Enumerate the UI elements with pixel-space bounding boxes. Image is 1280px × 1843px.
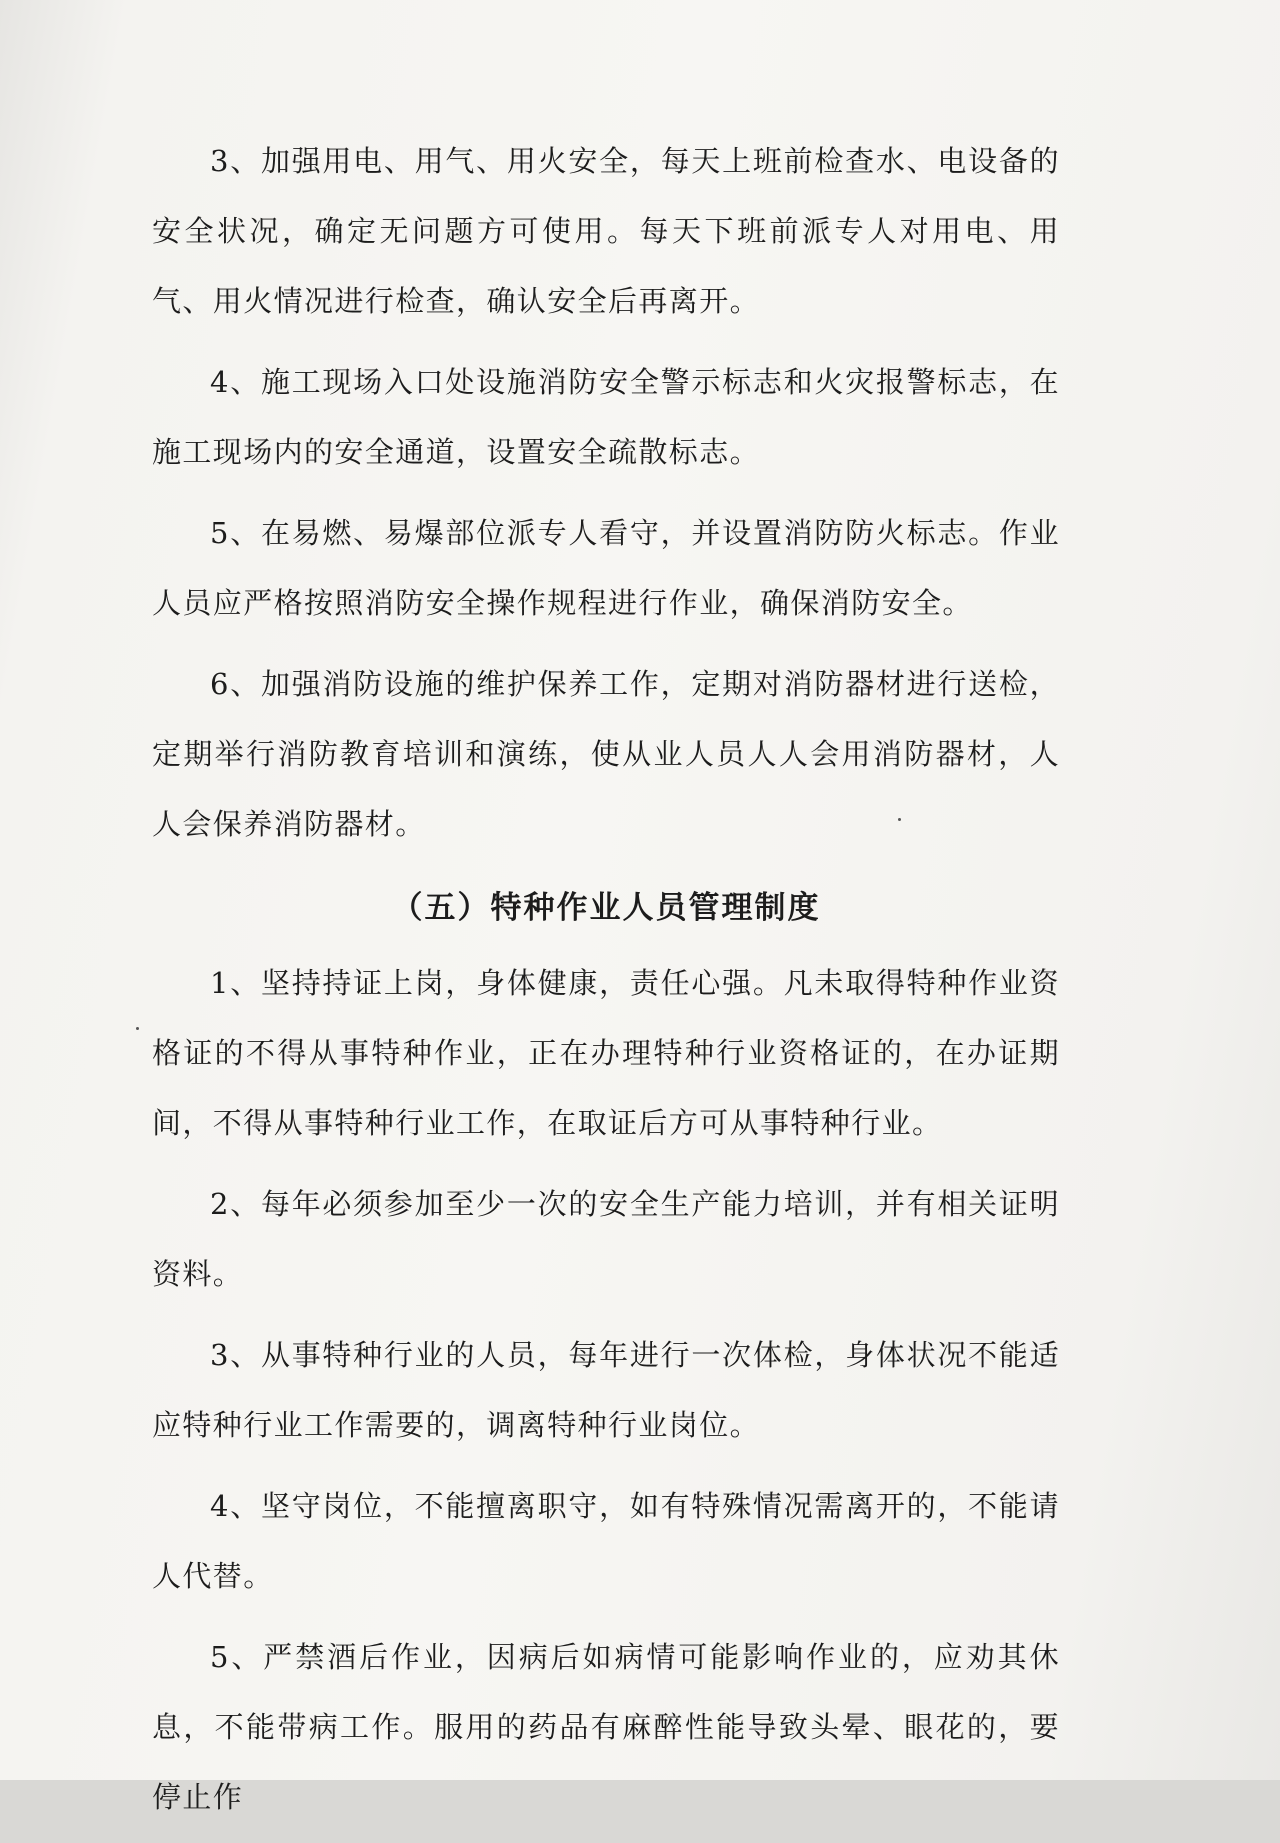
paragraph-4-stay-at-post: 4、坚守岗位，不能擅离职守，如有特殊情况需离开的，不能请人代替。 — [152, 1489, 1060, 1593]
paragraph-6-fire-equipment-maintenance: 6、加强消防设施的维护保养工作，定期对消防器材进行送检，定期举行消防教育培训和演练，使从业人员人人会用消防器材，人人会保养消防器材。 — [152, 667, 1060, 841]
paragraph-4-site-signage: 4、施工现场入口处设施消防安全警示标志和火灾报警标志，在施工现场内的安全通道，设置安全疏散标志。 — [152, 365, 1060, 469]
paragraph-3-health-check: 3、从事特种行业的人员，每年进行一次体检，身体状况不能适应特种行业工作需要的，调离特种行业岗位。 — [152, 1338, 1060, 1442]
paragraph-3-utilities-safety: 3、加强用电、用气、用火安全，每天上班前检查水、电设备的安全状况，确定无问题方可使用。每天下班前派专人对用电、用气、用火情况进行检查，确认安全后再离开。 — [152, 144, 1060, 318]
paragraph-5-no-alcohol: 5、严禁酒后作业，因病后如病情可能影响作业的，应劝其休息，不能带病工作。服用的药品有麻醉性能导致头晕、眼花的，要停止作 — [152, 1640, 1060, 1814]
paragraph-2-annual-training: 2、每年必须参加至少一次的安全生产能力培训，并有相关证明资料。 — [152, 1187, 1060, 1291]
document-body — [152, 126, 1060, 1843]
paragraph-5-flammable-areas: 5、在易燃、易爆部位派专人看守，并设置消防防火标志。作业人员应严格按照消防安全操作规程进行作业，确保消防安全。 — [152, 516, 1060, 620]
paragraph-1-certification: 1、坚持持证上岗，身体健康，责任心强。凡未取得特种作业资格证的不得从事特种作业，正在办理特种行业资格证的，在办证期间，不得从事特种行业工作，在取证后方可从事特种行业。 — [152, 966, 1060, 1140]
scan-speck — [136, 1027, 139, 1030]
section-heading: （五）特种作业人员管理制度 — [391, 890, 821, 926]
